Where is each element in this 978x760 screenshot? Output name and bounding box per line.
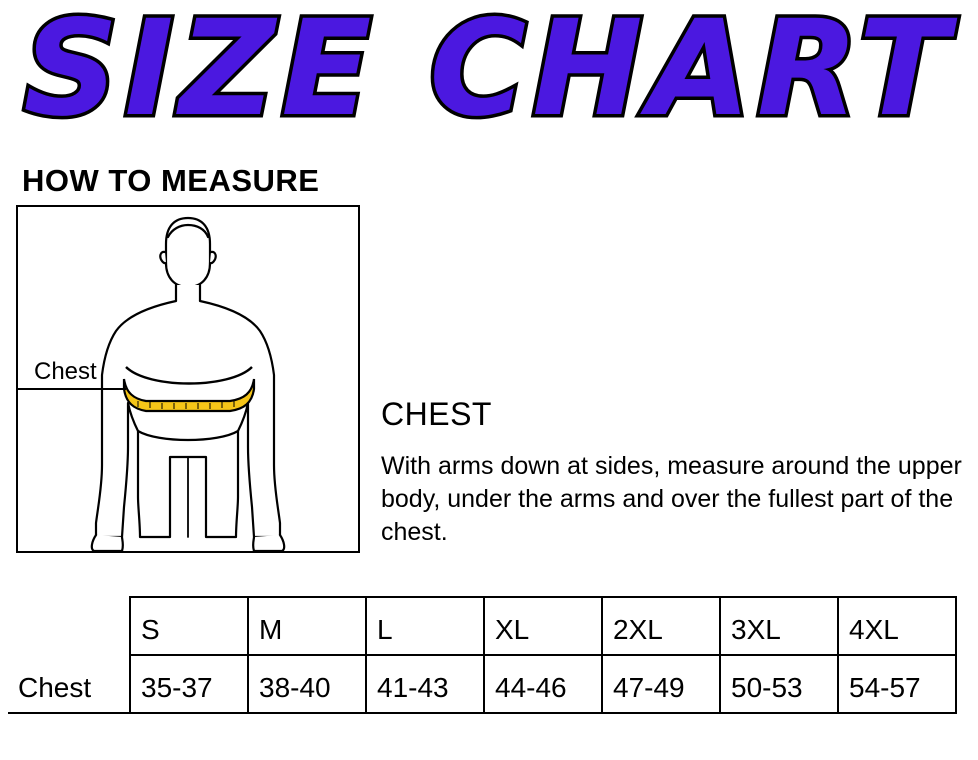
table-header-size-4xl: 4XL	[838, 597, 956, 655]
table-header-size-xl: XL	[484, 597, 602, 655]
table-row	[8, 655, 956, 713]
table-cell-chest-xl: 44-46	[484, 655, 602, 713]
table-cell-chest-m: 38-40	[248, 655, 366, 713]
table-header-size-3xl: 3XL	[720, 597, 838, 655]
table-cell-chest-2xl: 47-49	[602, 655, 720, 713]
table-row-label-chest: Chest	[8, 655, 130, 713]
table-header-size-m: M	[248, 597, 366, 655]
table-cell-chest-s: 35-37	[130, 655, 248, 713]
table-header-size-l: L	[366, 597, 484, 655]
size-table	[8, 596, 957, 714]
table-cell-chest-l: 41-43	[366, 655, 484, 713]
chest-diagram-label: Chest	[34, 358, 97, 385]
how-to-measure-heading: HOW TO MEASURE	[22, 163, 320, 198]
table-cell-chest-4xl: 54-57	[838, 655, 956, 713]
table-header-size-s: S	[130, 597, 248, 655]
table-cell-chest-3xl: 50-53	[720, 655, 838, 713]
chest-description-heading: CHEST	[381, 396, 492, 432]
page-title: SIZE CHART	[23, 0, 955, 146]
table-corner-cell	[8, 597, 130, 655]
chest-description-body: With arms down at sides, measure around the upper body, under the arms and over the fullest part of the chest.	[381, 452, 962, 546]
table-header-row	[8, 597, 956, 655]
table-header-size-2xl: 2XL	[602, 597, 720, 655]
